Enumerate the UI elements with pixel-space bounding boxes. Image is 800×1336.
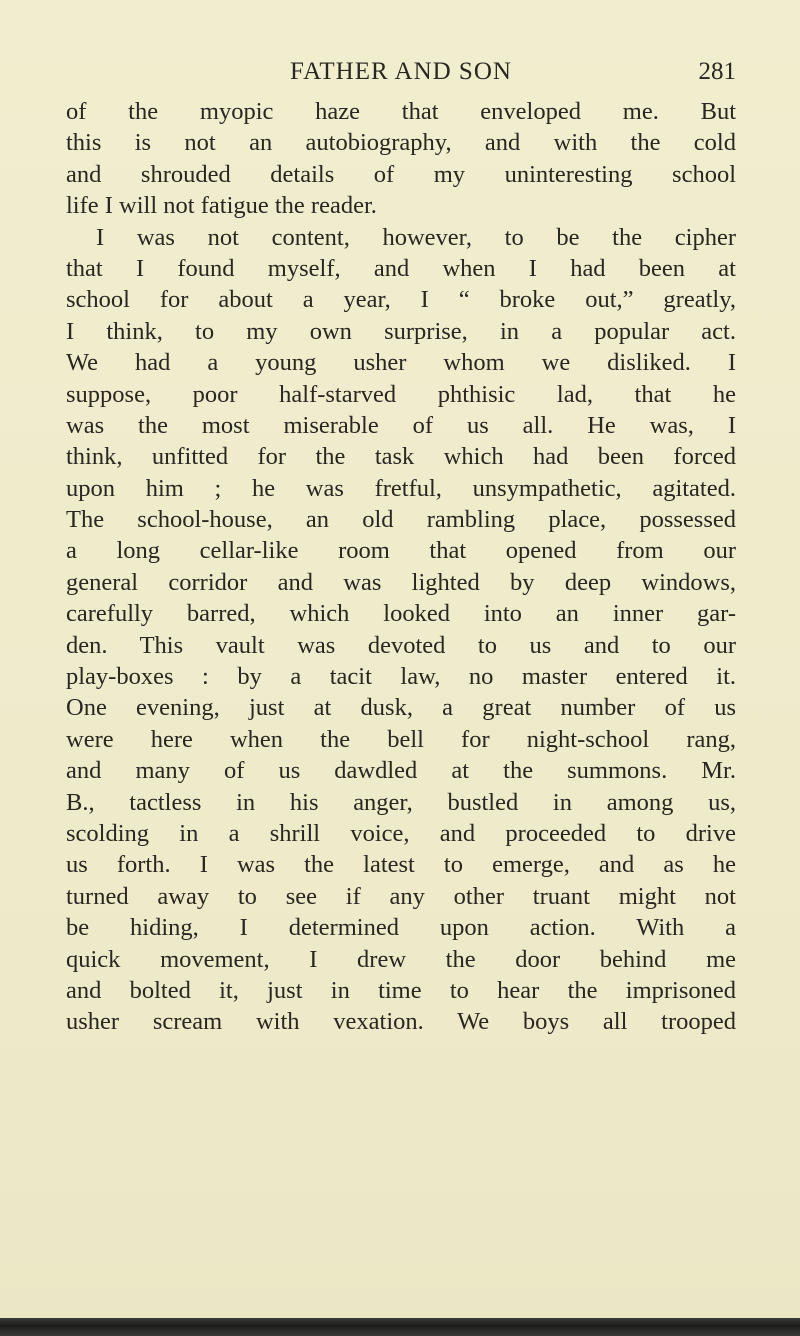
text-line: think, unfitted for the task which had been forced [66,443,736,471]
running-head [66,58,736,88]
text-line: this is not an autobiography, and with the cold [66,129,736,157]
text-line: quick movement, I drew the door behind me [66,945,736,973]
text-line: a long cellar-like room that opened from our [66,537,736,565]
text-line: and shrouded details of my uninteresting school [66,160,736,188]
text-line: was the most miserable of us all. He was, I [66,411,736,439]
text-line: One evening, just at dusk, a great number of us [66,694,736,722]
text-line: that I found myself, and when I had been at [66,254,736,282]
text-line: of the myopic haze that enveloped me. But [66,98,736,125]
text-line: general corridor and was lighted by deep windows, [66,568,736,596]
text-line: scolding in a shrill voice, and proceeded to drive [66,819,736,847]
text-line: and many of us dawdled at the summons. Mr. [66,757,736,785]
text-line: I think, to my own surprise, in a popular act. [66,317,736,345]
text-line: school for about a year, I “ broke out,” greatly, [66,286,736,314]
text-line: suppose, poor half-starved phthisic lad, that he [66,380,736,408]
text-line: The school-house, an old rambling place, possessed [66,506,736,534]
text-line: I was not content, however, to be the cipher [96,223,736,251]
text-line: We had a young usher whom we disliked. I [66,349,736,377]
running-title: FATHER AND SON [290,58,512,85]
text-line: and bolted it, just in time to hear the imprisoned [66,976,736,1004]
bottom-edge-bar [0,1318,800,1336]
text-line: B., tactless in his anger, bustled in among us, [66,788,736,816]
page-number: 281 [698,58,736,85]
text-line: were here when the bell for night-school rang, [66,725,736,753]
text-line: den. This vault was devoted to us and to our [66,631,736,659]
text-line: upon him ; he was fretful, unsympathetic, agitated. [66,474,736,502]
text-line: usher scream with vexation. We boys all trooped [66,1008,736,1036]
text-line: us forth. I was the latest to emerge, and as he [66,851,736,879]
text-line: life I will not fatigue the reader. [66,192,377,220]
text-line: play-boxes : by a tacit law, no master entered it. [66,663,736,691]
text-line: be hiding, I determined upon action. With a [66,914,736,942]
text-line: turned away to see if any other truant might not [66,882,736,910]
body-text [66,96,736,1038]
text-line: carefully barred, which looked into an inner gar- [66,600,736,628]
